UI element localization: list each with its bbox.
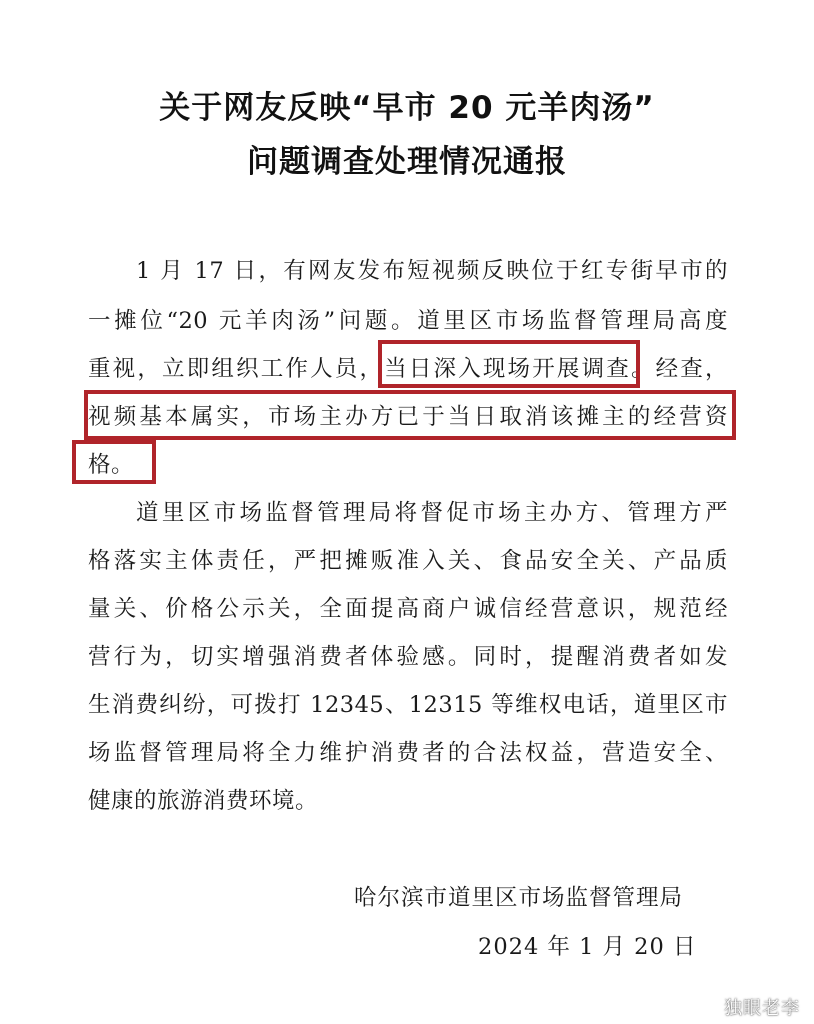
paragraph-2-line-6: 场监督管理局将全力维护消费者的合法权益，营造安全、 (88, 740, 728, 766)
paragraph-2-line-3: 量关、价格公示关，全面提高商户诚信经营意识，规范经 (88, 596, 728, 622)
paragraph-2-line-1: 道里区市场监督管理局将督促市场主办方、管理方严 (136, 500, 728, 526)
issue-date: 2024 年 1 月 20 日 (478, 934, 697, 960)
paragraph-2-line-5: 生消费纠纷，可拨打 12345、12315 等维权电话，道里区市 (88, 692, 728, 718)
paragraph-2-line-7: 健康的旅游消费环境。 (88, 788, 319, 814)
issuing-authority: 哈尔滨市道里区市场监督管理局 (354, 885, 684, 911)
title-line-2: 问题调查处理情况通报 (247, 144, 567, 180)
watermark-text: 独眼老李 (724, 998, 800, 1019)
paragraph-1-line-4: 视频基本属实，市场主办方已于当日取消该摊主的经营资 (88, 404, 728, 430)
paragraph-1-line-1: 1 月 17 日，有网友发布短视频反映位于红专街早市的 (136, 258, 728, 284)
highlight-box-onsite-investigation (378, 340, 640, 388)
paragraph-1-line-3: 重视，立即组织工作人员，当日深入现场开展调查。经查， (88, 356, 728, 382)
paragraph-1-line-2: 一摊位“20 元羊肉汤”问题。道里区市场监督管理局高度 (88, 308, 728, 334)
highlight-box-verified-line (84, 390, 736, 440)
paragraph-2-line-2: 格落实主体责任，严把摊贩准入关、食品安全关、产品质 (88, 548, 728, 574)
paragraph-1-line-5: 格。 (88, 452, 135, 478)
title-line-1: 关于网友反映“早市 20 元羊肉汤” (159, 90, 655, 126)
highlight-box-qualification (72, 440, 156, 484)
paragraph-2-line-4: 营行为，切实增强消费者体验感。同时，提醒消费者如发 (88, 644, 728, 670)
